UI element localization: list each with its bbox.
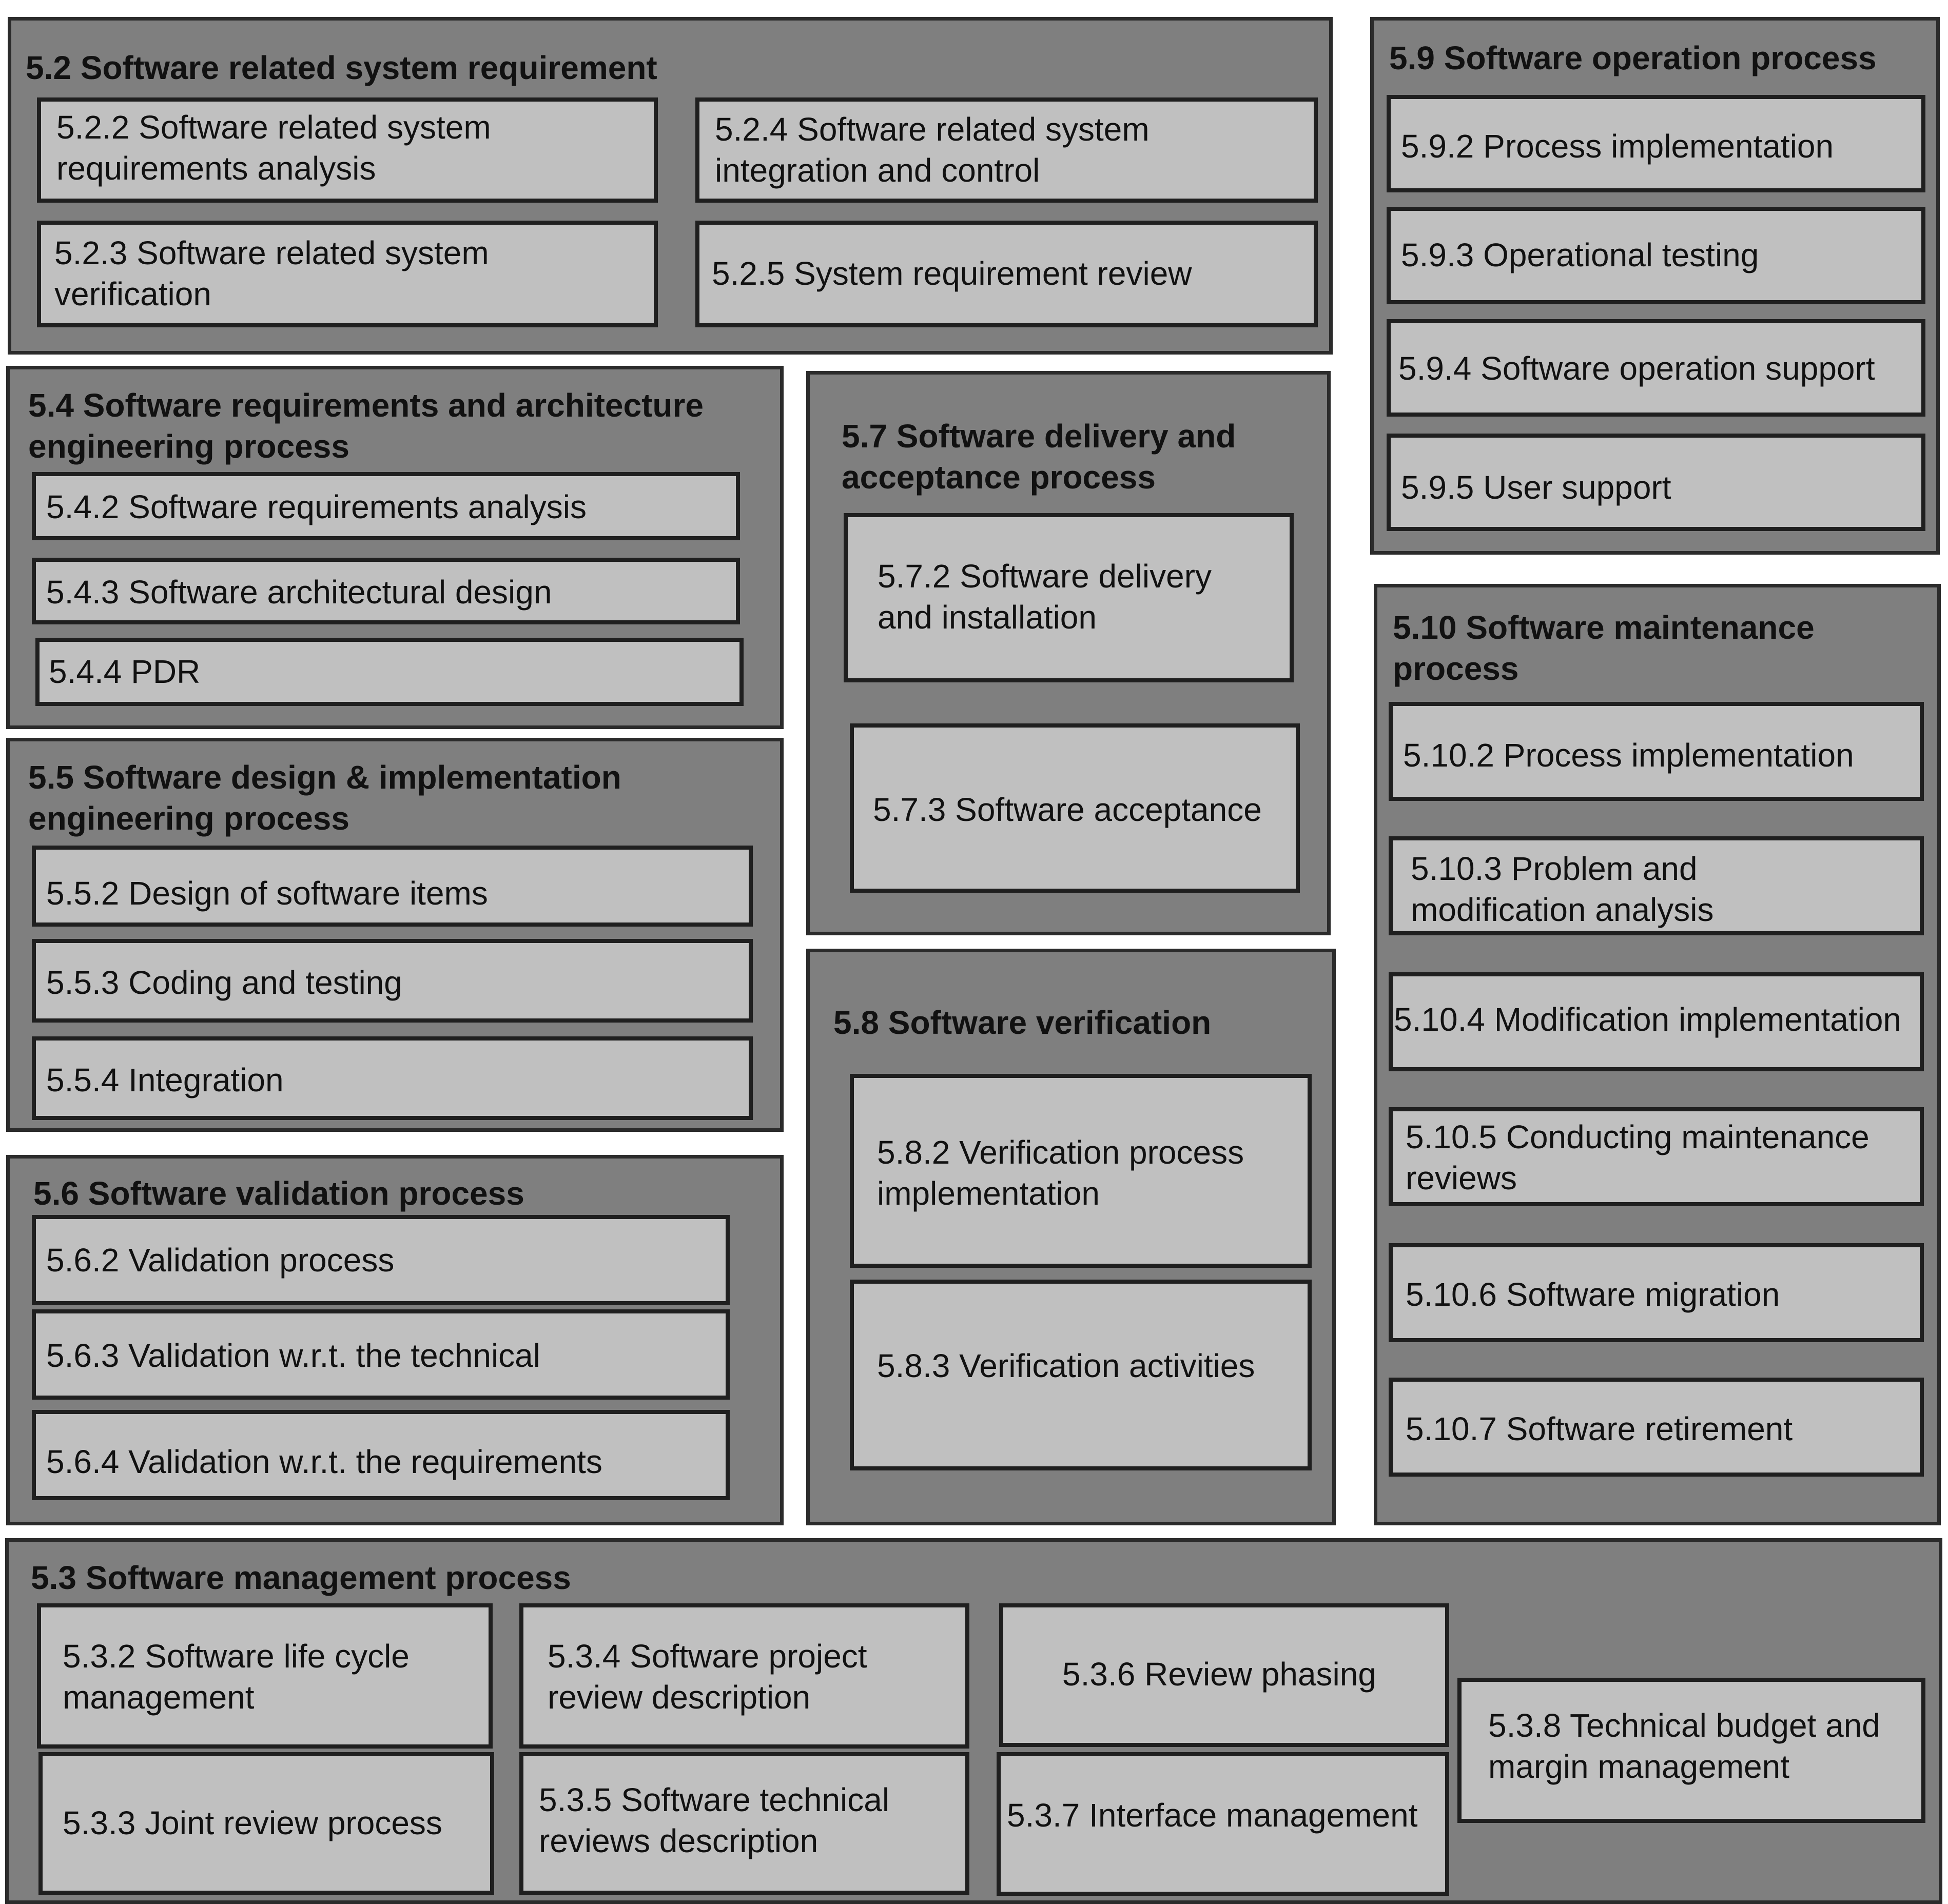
process-box-5-4-2 [32,472,740,540]
process-box-5-2-3 [37,221,658,327]
group-5-7 [806,371,1331,935]
process-box-5-4-3 [32,558,740,624]
group-5-5 [6,738,784,1132]
process-label: 5.9.3 Operational testing [1401,237,1759,273]
group-5-4 [6,366,784,729]
process-box-5-4-4 [35,638,744,706]
process-box-5-9-4 [1387,319,1925,417]
process-box-5-9-3 [1387,207,1925,304]
process-label: 5.7.3 Software acceptance [873,791,1262,828]
group-title: 5.10 Software maintenance process [1393,609,1815,687]
process-label: 5.2.4 Software related system integration and control [715,111,1150,189]
process-label: 5.6.4 Validation w.r.t. the requirements [46,1443,602,1480]
process-label: 5.4.3 Software architectural design [46,574,552,611]
group-title: 5.9 Software operation process [1389,40,1877,76]
group-title: 5.6 Software validation process [33,1175,524,1212]
process-box-5-10-5 [1389,1107,1924,1206]
process-box-5-5-3 [32,939,753,1023]
process-label: 5.10.6 Software migration [1406,1276,1780,1313]
process-label: 5.10.5 Conducting maintenance reviews [1406,1118,1869,1196]
group-5-2 [8,17,1333,355]
process-box-5-5-2 [32,846,753,927]
process-box-5-9-2 [1387,95,1925,192]
process-box-5-10-6 [1389,1243,1924,1342]
process-box-5-3-5 [519,1752,969,1895]
process-label: 5.8.3 Verification activities [877,1347,1255,1384]
group-5-9 [1370,17,1940,555]
group-title: 5.2 Software related system requirement [26,49,657,86]
process-label: 5.9.4 Software operation support [1398,350,1875,387]
process-box-5-10-4 [1389,972,1924,1071]
process-box-5-6-2 [32,1215,730,1305]
process-label: 5.5.2 Design of software items [46,875,488,912]
group-title: 5.7 Software delivery and acceptance process [842,418,1236,496]
process-label: 5.2.3 Software related system verification [54,234,489,312]
process-box-5-5-4 [32,1036,753,1120]
process-box-5-8-2 [850,1074,1312,1268]
process-label: 5.10.2 Process implementation [1403,737,1854,774]
process-label: 5.10.7 Software retirement [1406,1410,1793,1447]
process-box-5-3-4 [519,1603,969,1749]
process-box-5-2-2 [37,97,658,203]
group-5-3 [5,1538,1942,1904]
process-box-5-6-3 [32,1309,730,1400]
group-title: 5.4 Software requirements and architecture engineering process [28,387,704,465]
process-box-5-3-3 [38,1752,494,1895]
process-box-5-9-5 [1387,434,1925,531]
process-box-5-2-4 [695,97,1318,203]
process-box-5-3-8 [1457,1678,1925,1823]
process-label: 5.2.2 Software related system requirements analysis [56,109,491,187]
process-box-5-10-3 [1389,836,1924,935]
process-label: 5.3.5 Software technical reviews description [539,1781,890,1859]
process-box-5-3-2 [37,1603,493,1749]
process-box-5-6-4 [32,1410,730,1500]
process-label: 5.3.4 Software project review description [548,1638,867,1716]
group-title: 5.8 Software verification [833,1004,1212,1041]
process-label: 5.3.6 Review phasing [1062,1656,1376,1693]
process-label: 5.3.8 Technical budget and margin management [1488,1707,1880,1785]
process-box-5-3-6 [999,1603,1449,1747]
group-title: 5.5 Software design & implementation engineering process [28,759,621,837]
process-label: 5.3.7 Interface management [1007,1797,1418,1834]
process-label: 5.10.4 Modification implementation [1394,1001,1901,1038]
process-label: 5.4.2 Software requirements analysis [46,488,587,525]
process-label: 5.8.2 Verification process implementation [877,1134,1244,1212]
process-label: 5.6.2 Validation process [46,1242,395,1279]
process-label: 5.6.3 Validation w.r.t. the technical [46,1337,540,1374]
process-box-5-10-2 [1389,702,1924,801]
process-box-5-7-3 [850,723,1300,893]
process-label: 5.5.3 Coding and testing [46,964,402,1001]
process-box-5-7-2 [844,513,1294,682]
process-label: 5.9.2 Process implementation [1401,128,1834,165]
process-label: 5.2.5 System requirement review [712,255,1192,292]
process-label: 5.3.3 Joint review process [63,1804,442,1841]
process-label: 5.5.4 Integration [46,1062,284,1098]
process-label: 5.4.4 PDR [49,653,201,690]
process-box-5-10-7 [1389,1378,1924,1477]
group-5-8 [806,949,1336,1525]
process-box-5-8-3 [850,1280,1312,1470]
process-label: 5.10.3 Problem and modification analysis [1411,850,1714,928]
process-box-5-3-7 [997,1752,1449,1896]
group-5-6 [6,1155,784,1525]
process-label: 5.3.2 Software life cycle management [63,1638,410,1716]
process-label: 5.9.5 User support [1401,469,1671,506]
process-label: 5.7.2 Software delivery and installation [878,558,1212,636]
group-title: 5.3 Software management process [31,1559,571,1596]
group-5-10 [1374,584,1941,1525]
process-box-5-2-5 [695,221,1318,327]
